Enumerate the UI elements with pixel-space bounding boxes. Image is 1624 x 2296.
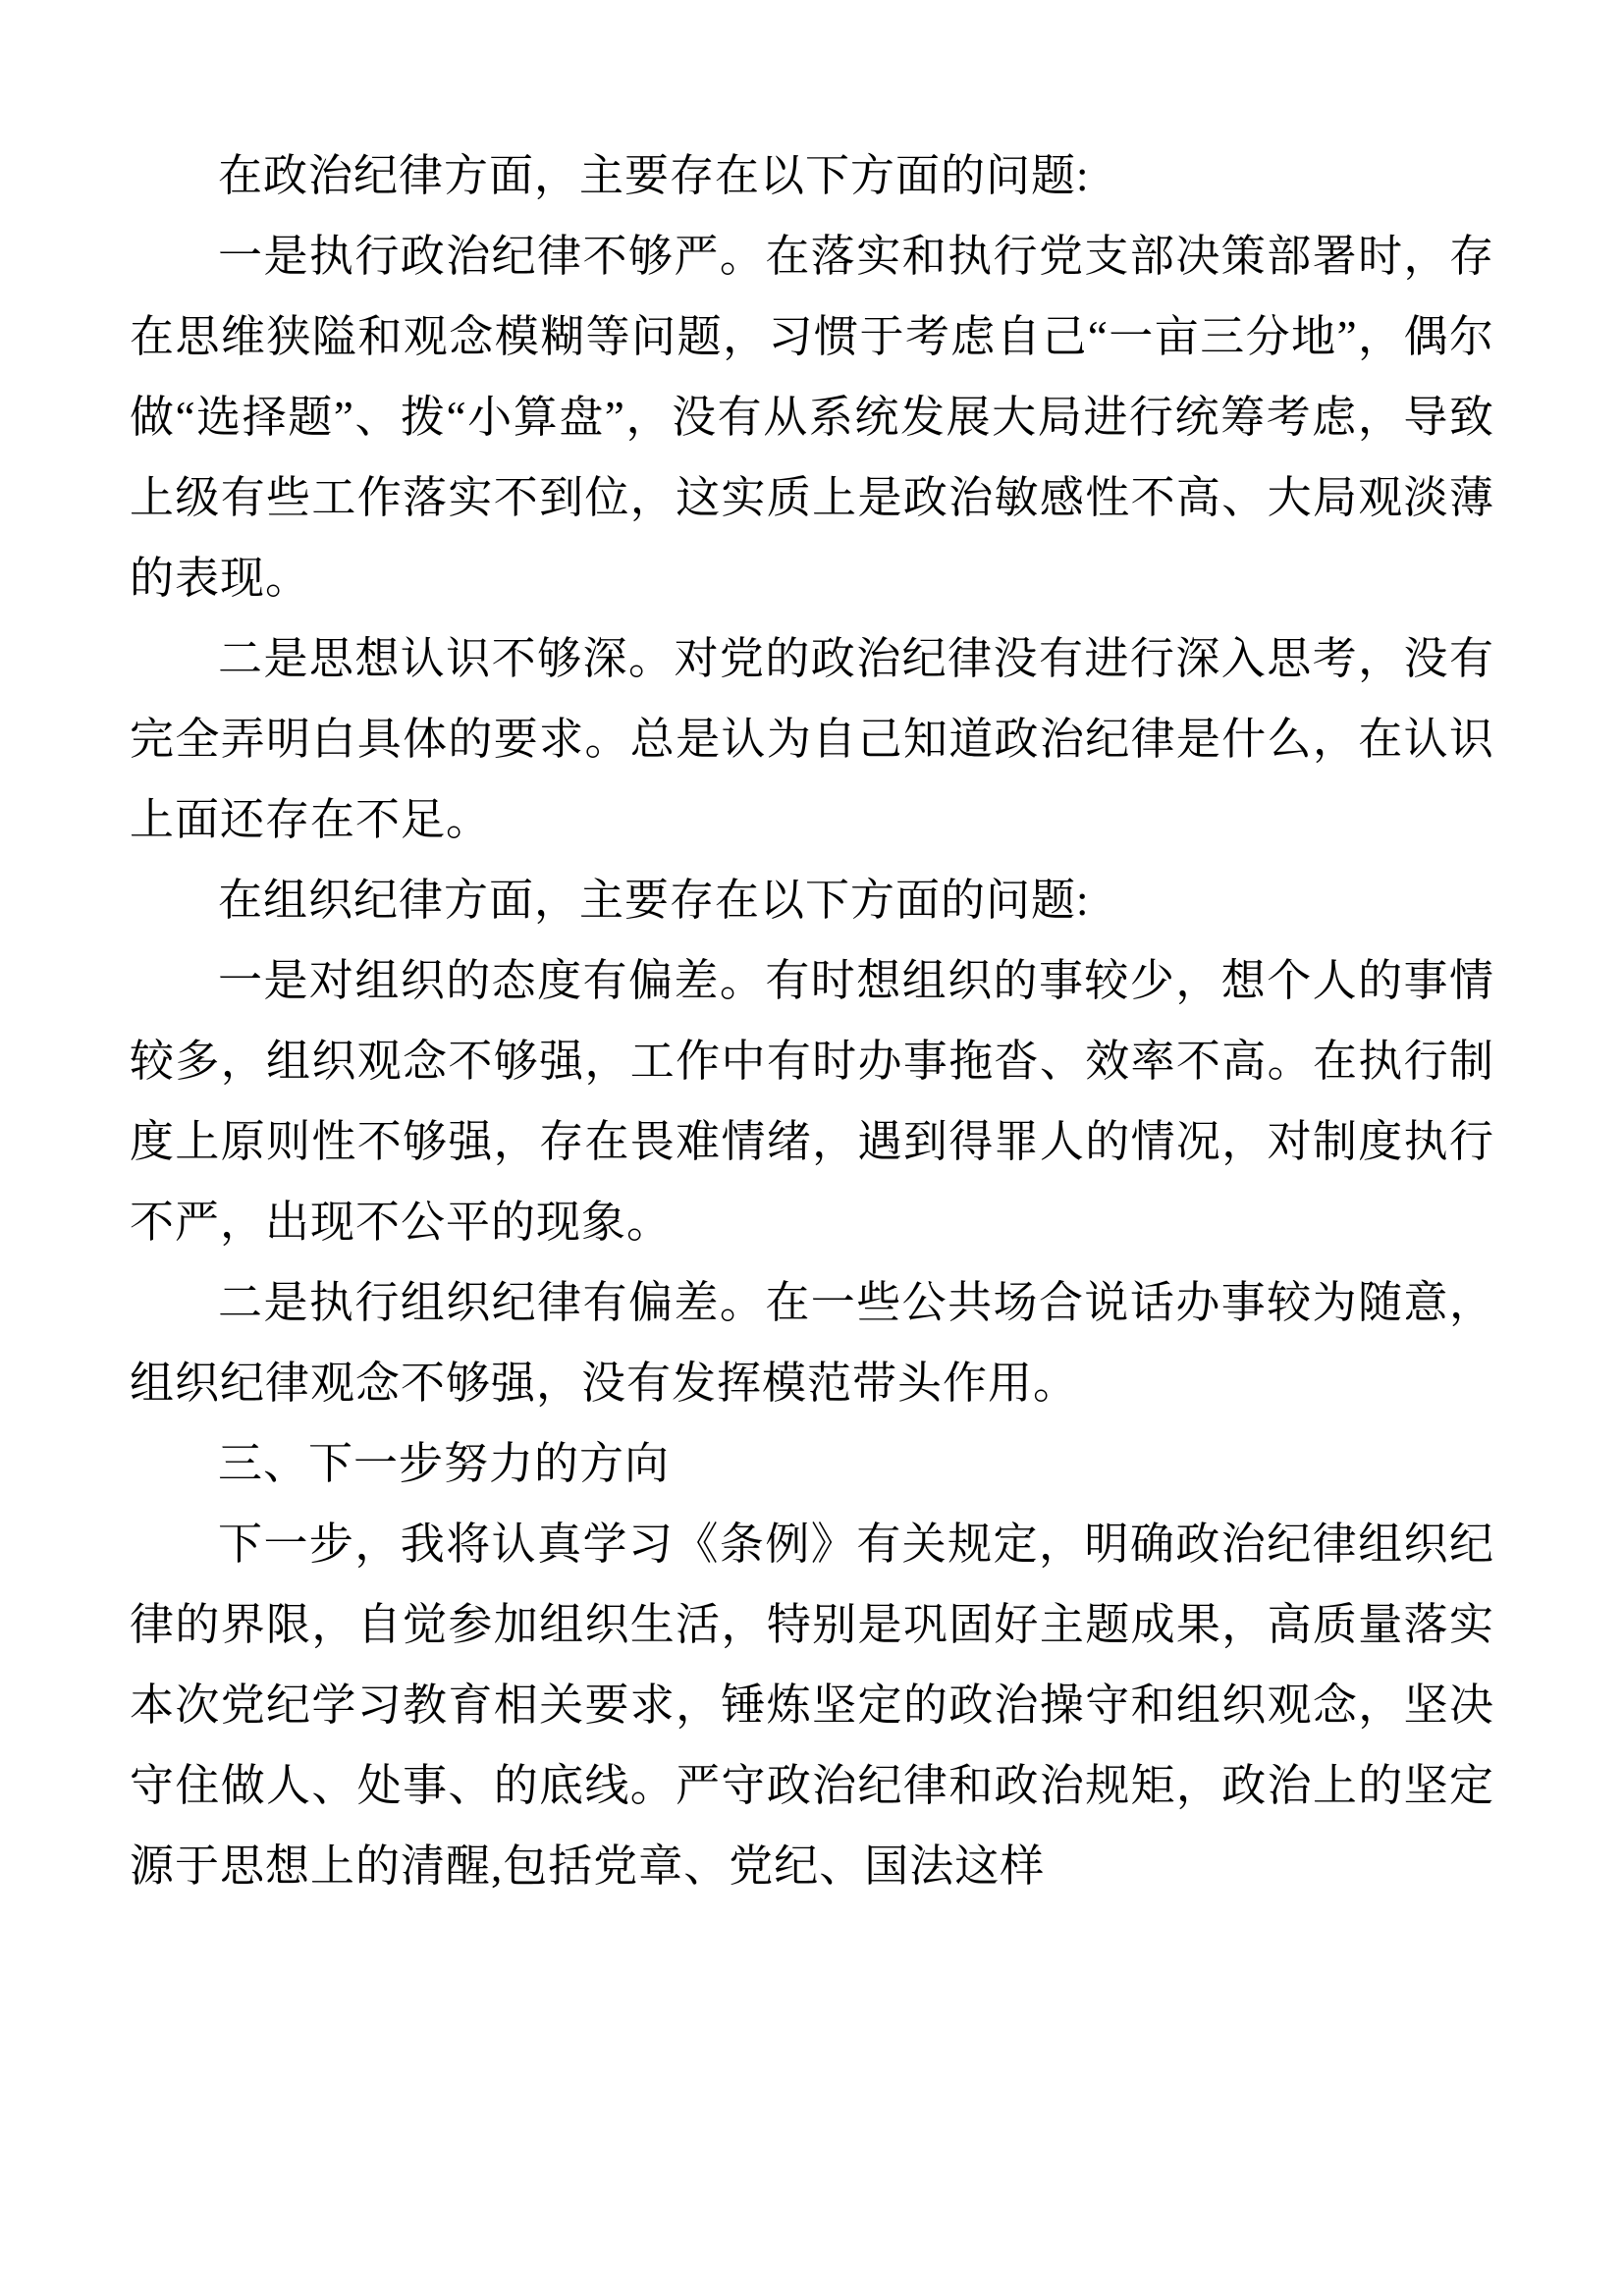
paragraph-organizational-discipline-point-2: 二是执行组织纪律有偏差。在一些公共场合说话办事较为随意，组织纪律观念不够强，没有发挥模范带头作用。	[130, 1278, 1494, 1408]
paragraph-organizational-discipline-intro: 在组织纪律方面，主要存在以下方面的问题:	[218, 876, 1090, 925]
section-heading-next-steps: 三、下一步努力的方向	[218, 1439, 671, 1488]
document-body	[130, 135, 1494, 1906]
paragraph-organizational-discipline-point-1: 一是对组织的态度有偏差。有时想组织的事较少，想个人的事情较多，组织观念不够强，工作中有时办事拖沓、效率不高。在执行制度上原则性不够强，存在畏难情绪，遇到得罪人的情况，对制度执行不严，出现不公平的现象。	[130, 956, 1494, 1247]
paragraph-next-steps-body: 下一步，我将认真学习《条例》有关规定，明确政治纪律组织纪律的界限，自觉参加组织生活，特别是巩固好主题成果，高质量落实本次党纪学习教育相关要求，锤炼坚定的政治操守和组织观念，坚决守住做人、处事、的底线。严守政治纪律和政治规矩，政治上的坚定源于思想上的清醒,包括党章、党纪、国法这样	[130, 1520, 1494, 1891]
paragraph-political-discipline-intro: 在政治纪律方面，主要存在以下方面的问题:	[218, 151, 1090, 200]
paragraph-political-discipline-point-1: 一是执行政治纪律不够严。在落实和执行党支部决策部署时，存在思维狭隘和观念模糊等问题，习惯于考虑自己“一亩三分地”，偶尔做“选择题”、拨“小算盘”，没有从系统发展大局进行统筹考虑，导致上级有些工作落实不到位，这实质上是政治敏感性不高、大局观淡薄的表现。	[130, 232, 1494, 603]
paragraph-political-discipline-point-2: 二是思想认识不够深。对党的政治纪律没有进行深入思考，没有完全弄明白具体的要求。总是认为自己知道政治纪律是什么，在认识上面还存在不足。	[130, 634, 1494, 844]
